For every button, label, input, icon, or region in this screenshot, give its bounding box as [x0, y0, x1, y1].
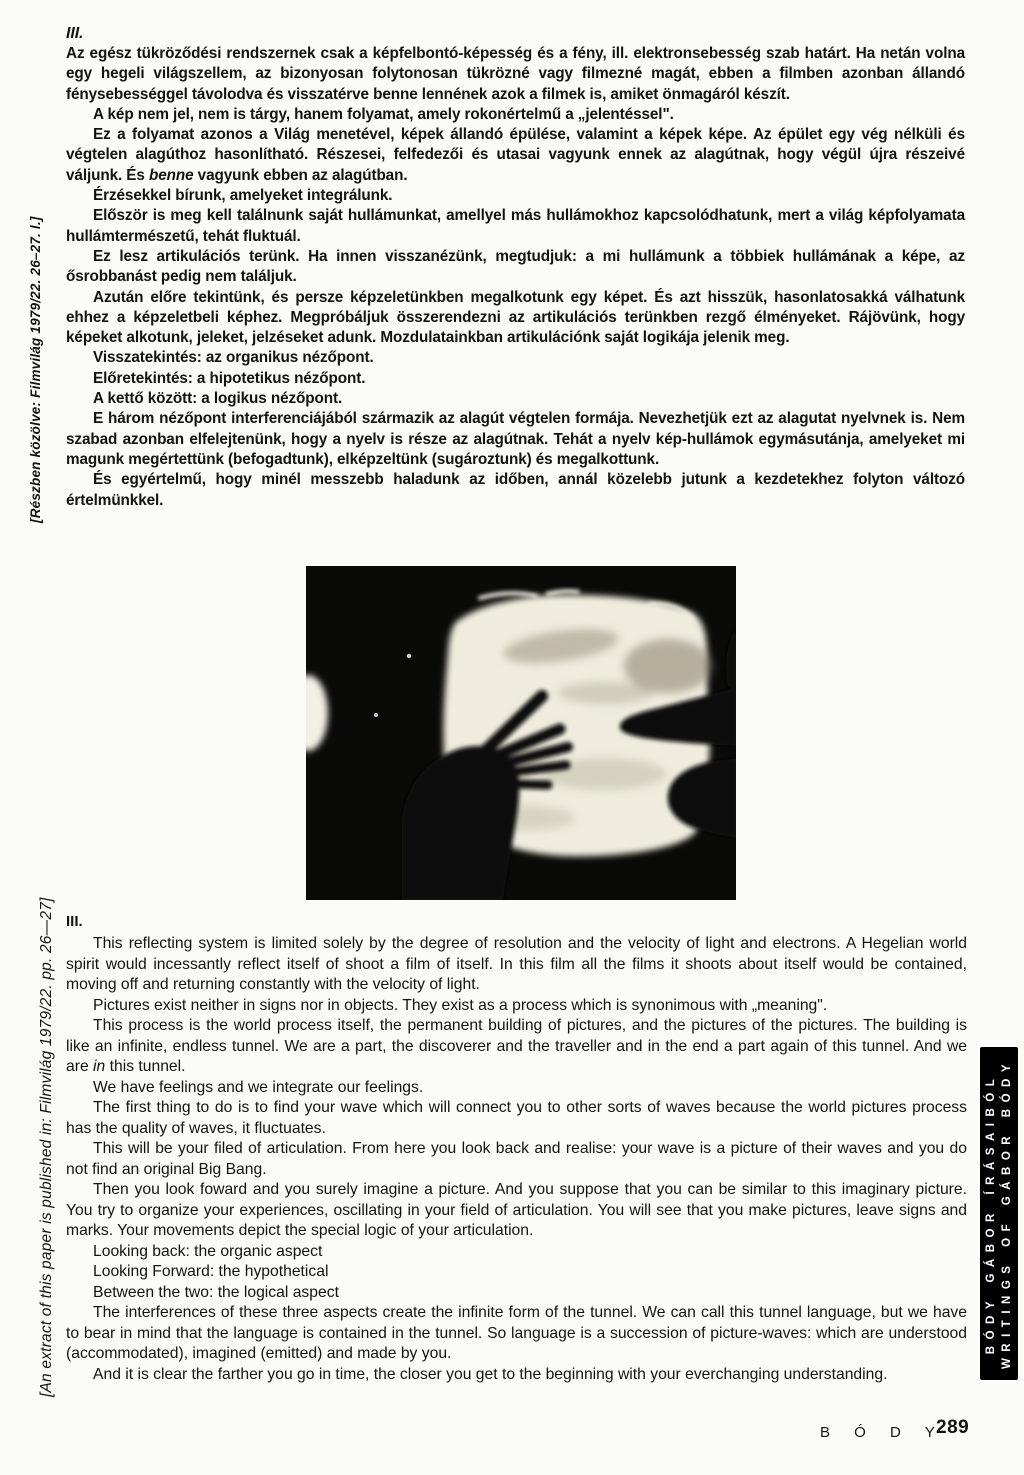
hungarian-paragraphs [66, 44, 965, 511]
paragraph: Looking Forward: the hypothetical [93, 1263, 329, 1280]
paragraph: Az egész tükröződési rendszernek csak a képfelbontó-képesség és a fény, ill. elektronsebesség szab határt. Ha netán volna egy hegeli világszellem, az bizonyosan folytonosan tükrözné vagy filmezné magát, ebben a filmben azonban állandó fénysebességgel távolodva és visszatérve benne lennének azok a filmek is, amiket önmagáról készít. [66, 45, 965, 103]
paragraph: Ez lesz artikulációs terünk. Ha innen visszanézünk, megtudjuk: a mi hullámunk a többiek hullámának a képe, az ősrobbanást pedig nem találjuk. [66, 247, 965, 286]
footer-author-name: B Ó D Y [820, 1424, 945, 1441]
paragraph: Előretekintés: a hipotetikus nézőpont. [93, 369, 366, 387]
paragraph: This process is the world process itself, the permanent building of pictures, and the pictures of the pictures. The building is like an infinite, endless tunnel. We are a part, the discoverer and the traveller and in the end a part again of this tunnel. And we are in this tunnel. [66, 1017, 967, 1075]
banner-line-hungarian: BÓDY GÁBOR ÍRÁSAIBÓL [985, 1072, 997, 1355]
margin-note-hungarian: [Részben közölve: Filmvilág 1979/22. 26–27. l.] [28, 216, 43, 523]
english-paragraphs [66, 934, 967, 1385]
paragraph: Pictures exist neither in signs nor in objects. They exist as a process which is synonimous with „meaning". [93, 996, 828, 1014]
paragraph: The interferences of these three aspects create the infinite form of the tunnel. We can call this tunnel language, but we have to bear in mind that the language is contained in the tunnel. So language is a succession of picture-waves: which are understood (accommodated), imagined (emitted) and made by you. [66, 1304, 967, 1362]
paragraph: And it is clear the farther you go in time, the closer you get to the beginning with your everchanging understanding. [93, 1365, 888, 1383]
hungarian-section-heading: III. [66, 25, 84, 42]
paragraph: Visszatekintés: az organikus nézőpont. [93, 349, 374, 367]
paragraph: Érzésekkel bírunk, amelyeket integrálunk. [93, 187, 393, 205]
film-still-art [306, 566, 736, 900]
paragraph: Ez a folyamat azonos a Világ menetével, képek állandó épülése, valamint a képek képe. Az épület egy vég nélküli és végtelen alagúthoz hasonlítható. Részesei, felfedezői és utasai vagyunk ennek az alagútnak, hogy végül újra részeivé váljunk. És benne vagyunk ebben az alagútban. [66, 126, 965, 184]
title-banner [980, 1047, 1018, 1380]
paragraph: Először is meg kell találnunk saját hullámunkat, amellyel más hullámokhoz kapcsolódhatunk, mert a világ képfolyamata hullámtermészetű, tehát fluktuál. [66, 207, 965, 245]
paragraph: This reflecting system is limited solely by the degree of resolution and the velocity of light and electrons. A Hegelian world spirit would incessantly reflect itself of shoot a film of itself. In this film all the films it shoots about itself would be contained, moving off and returning constantly with the velocity of light. [66, 935, 967, 993]
hungarian-section [66, 24, 965, 511]
paragraph: The first thing to do is to find your wave which will connect you to other sorts of waves because the world pictures process has the quality of waves, it fluctuates. [66, 1099, 967, 1137]
paragraph: We have feelings and we integrate our feelings. [93, 1078, 424, 1096]
paragraph: És egyértelmű, hogy minél messzebb haladunk az időben, annál közelebb jutunk a kezdetekhez folyton változó értelmünkkel. [66, 471, 965, 509]
margin-note-english: [An extract of this paper is published in: Filmvilág 1979/22. pp. 26—27] [38, 897, 55, 1397]
banner-line-english: WRITINGS OF GÁBOR BÓDY [1001, 1057, 1013, 1370]
paragraph: A kép nem jel, nem is tárgy, hanem folyamat, amely rokonértelmű a „jelentéssel". [93, 105, 674, 123]
paragraph: Between the two: the logical aspect [93, 1283, 339, 1301]
paragraph: Looking back: the organic aspect [93, 1242, 323, 1260]
footer-page-number: 289 [936, 1417, 970, 1438]
film-still-photo [306, 566, 736, 900]
english-section-heading: III. [66, 913, 83, 930]
english-section [66, 912, 967, 1385]
paragraph: Azután előre tekintünk, és persze képzeletünkben megalkotunk egy képet. És azt hisszük, hasonlatosakká válhatunk ehhez a képzeletbeli képhez. Megpróbáljuk összerendezni az artikulációs terünkben rezgő élményeket. Rájövünk, hogy képeket alkotunk, jeleket, jelzéseket adunk. Mozdulatainkban artikulációnk saját logikája jelenik meg. [66, 288, 965, 347]
paragraph: E három nézőpont interferenciájából származik az alagút végtelen formája. Nevezhetjük ezt az alagutat nyelvnek is. Nem szabad azonban elfelejtenünk, hogy a nyelv is része az alagútnak. Tehát a nyelv kép-hullámok egymásutánja, amelyeket mi magunk megértettünk (befogadtunk), elképzeltünk (sugároztunk) és megalkottunk. [66, 410, 965, 468]
paragraph: A kettő között: a logikus nézőpont. [93, 390, 343, 408]
paragraph: This will be your filed of articulation. From here you look back and realise: your wave is a picture of their waves and you do not find an original Big Bang. [66, 1140, 967, 1178]
paragraph: Then you look foward and you surely imagine a picture. And you suppose that you can be similar to this imaginary picture. You try to organize your experiences, oscillating in your field of articulation. You will see that you make pictures, leave signs and marks. Your movements depict the special logic of your articulation. [66, 1181, 967, 1239]
